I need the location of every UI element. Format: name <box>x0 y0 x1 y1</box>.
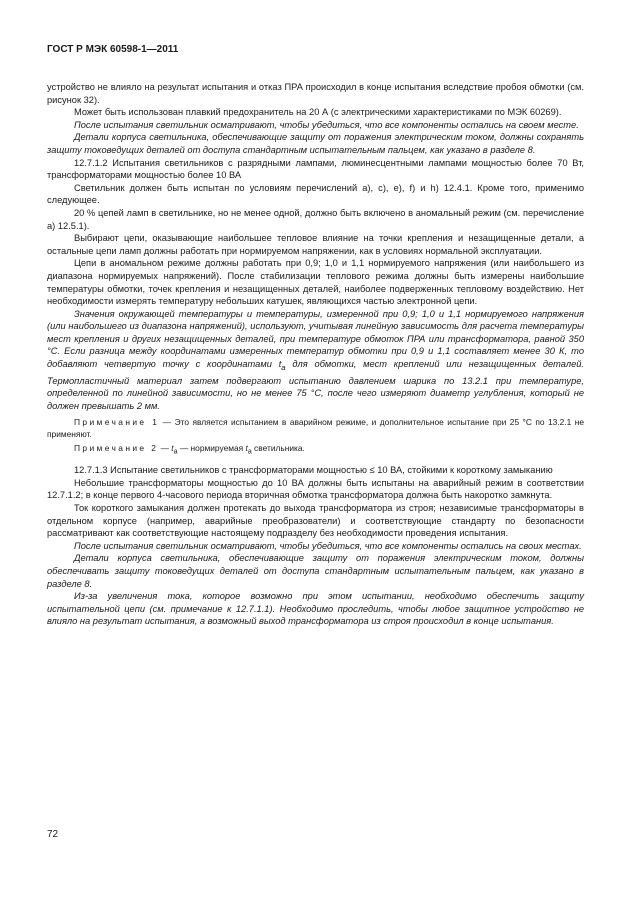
paragraph-italic: После испытания светильник осматривают, чтобы убедиться, что все компоненты остались на своих местах. <box>74 540 582 551</box>
note-text: — Это является испытанием в аварийном режиме, и дополнительное испытание при 25 °С по 13.2.1 не применяют. <box>47 417 584 439</box>
paragraph-italic: Детали корпуса светильника, обеспечивающие защиту от поражения электрическим током, должны сохранять защиту токоведущих деталей от доступа стандартным испытательным пальцем, как указано в разделе 8. <box>47 132 584 155</box>
text-run: Значения окружающей температуры и температуры, измеренной при 0,9; 1,0 и 1,1 нормируемого напряжения (или наибольшего из диапазона напряжений), используют, учитывая линейную зависимость для расчета температуры мест крепления и других незащищенных деталей, при температуре обмоток ПРА или трансформатора, равной 350 °С. Если разница между координатами измеренных температур обмотки при 0,9 и 1,1 составляет менее 30 К, то добавляют четвертую точку с координатами t <box>47 308 584 370</box>
paragraph-italic: Детали корпуса светильника, обеспечивающие защиту от поражения электрическим током, должны обеспечивать защиту токоведущих деталей от доступа стандартным испытательным пальцем, как указано в разделе 8. <box>47 553 584 589</box>
symbol: t <box>171 443 174 454</box>
section-heading: 12.7.1.3 Испытание светильников с трансформаторами мощностью ≤ 10 ВА, стойкими к короткому замыканию <box>74 465 553 476</box>
note-2 <box>47 443 584 458</box>
note-text: — <box>158 443 172 454</box>
note-text: — нормируемая <box>177 443 246 454</box>
paragraph: Может быть использован плавкий предохранитель на 20 А (с электрическими характеристиками по МЭК 60269). <box>74 107 562 118</box>
note-label: Примечание 1 <box>74 417 160 428</box>
section-heading: 12.7.1.2 Испытания светильников с разрядными лампами, люминесцентными лампами мощностью более 70 Вт, трансформаторами мощностью более 10 ВА <box>47 157 584 181</box>
paragraph-italic-temperature <box>47 308 584 413</box>
symbol: t <box>245 443 248 454</box>
note-text: светильника. <box>251 443 305 454</box>
paragraph: Светильник должен быть испытан по условиям перечислений а), с), е), f) и h) 12.4.1. Кроме того, применимо следующее. <box>47 182 584 206</box>
page-number: 72 <box>47 829 59 840</box>
paragraph: Небольшие трансформаторы мощностью до 10 ВА должны быть испытаны на аварийный режим в соответствии 12.7.1.2; в конце первого 4-часового периода вторичная обмотка трансформатора должна быть накоротко замкнута. <box>47 477 584 501</box>
page-header: ГОСТ Р МЭК 60598-1—2011 <box>47 44 179 55</box>
subscript: a <box>281 362 286 372</box>
note-1 <box>47 417 584 440</box>
note-label: Примечание 2 <box>74 443 159 454</box>
subscript: a <box>247 448 252 456</box>
paragraph: Ток короткого замыкания должен протекать до выхода трансформатора из строя; независимые трансформаторы в отдельном корпусе (например, аварийные преобразователи) и соответствующие стандарту по безопасности рассматривают как соответствующие настоящему подразделу без необходимости проведения испытания. <box>47 502 584 539</box>
subscript: a <box>173 448 178 456</box>
paragraph: 20 % цепей ламп в светильнике, но не менее одной, должно быть включено в аномальный режим (см. перечисление а) 12.5.1). <box>47 207 584 231</box>
paragraph-italic: После испытания светильник осматривают, чтобы убедиться, что все компоненты остались на своем месте. <box>74 119 579 130</box>
paragraph: устройство не влияло на результат испытания и отказ ПРА происходил в конце испытания вследствие пробоя обмотки (см. рисунок 32). <box>47 82 584 105</box>
text-run: для обмотки, мест креплений или незащищенных деталей. Термопластичный материал затем подвергают испытанию давлением шарика по 13.2.1 при температуре, определенной по линейной зависимости, но не менее 75 °С, после чего измеряют диаметр углубления, который не должен превышать 2 мм. <box>47 359 584 411</box>
paragraph-italic: Из-за увеличения тока, которое возможно при этом испытании, необходимо обеспечить защиту испытательной цепи (см. примечание к 12.7.1.1). Необходимо проследить, чтобы любое защитное устройство не влияло на результат испытания, а возможный выход трансформатора из строя происходил в конце испытания. <box>47 591 584 627</box>
paragraph: Выбирают цепи, оказывающие наибольшее тепловое влияние на точки крепления и незащищенные детали, а остальные цепи ламп должны работать при нормируемом напряжении, как в условиях нормальной эксплуатации. <box>47 233 584 256</box>
paragraph: Цепи в аномальном режиме должны работать при 0,9; 1,0 и 1,1 нормируемого напряжения (или наибольшего из диапазона нормируемых напряжений). После стабилизации теплового режима должны быть измерены наибольшие температуры обмотки, точек крепления и незащищенных деталей, наиболее подверженных тепловому воздействию. Нет необходимости измерять температуру небольших катушек, являющихся частью электронной цепи. <box>47 258 584 307</box>
